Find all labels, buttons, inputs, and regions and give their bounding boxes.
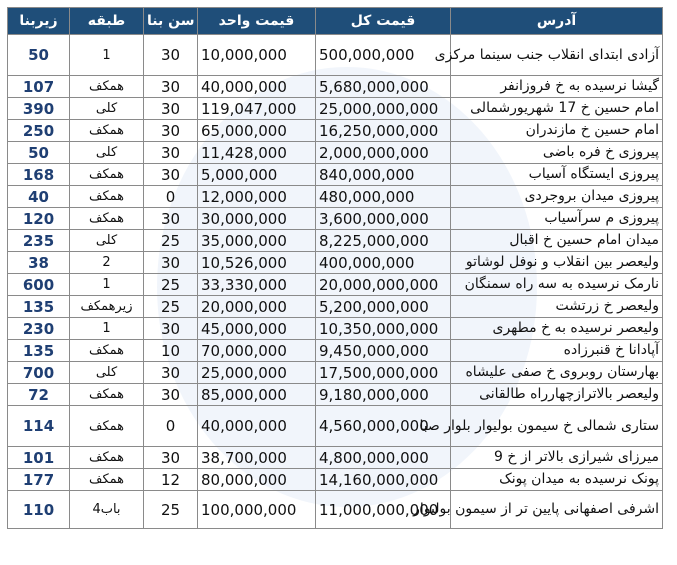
cell-unit-price: 70,000,000 bbox=[198, 340, 316, 362]
table-row bbox=[8, 35, 663, 76]
table-row bbox=[8, 296, 663, 318]
header-area: زیربنا bbox=[8, 8, 70, 35]
table-row bbox=[8, 98, 663, 120]
cell-total-price: 16,250,000,000 bbox=[316, 120, 451, 142]
cell-address: آپادانا خ قنبرزاده bbox=[451, 340, 663, 362]
cell-age: 30 bbox=[144, 142, 198, 164]
cell-area: 120 bbox=[8, 208, 70, 230]
cell-age: 25 bbox=[144, 491, 198, 529]
cell-area: 40 bbox=[8, 186, 70, 208]
cell-area: 235 bbox=[8, 230, 70, 252]
header-unit-price: قیمت واحد bbox=[198, 8, 316, 35]
cell-area: 50 bbox=[8, 35, 70, 76]
cell-area: 101 bbox=[8, 447, 70, 469]
cell-age: 30 bbox=[144, 318, 198, 340]
cell-age: 30 bbox=[144, 208, 198, 230]
table-row bbox=[8, 318, 663, 340]
cell-area: 700 bbox=[8, 362, 70, 384]
cell-floor: زیرهمکف bbox=[70, 296, 144, 318]
cell-floor: کلی bbox=[70, 230, 144, 252]
cell-address: امام حسین خ 17 شهریورشمالی bbox=[451, 98, 663, 120]
cell-age: 30 bbox=[144, 384, 198, 406]
table-row bbox=[8, 142, 663, 164]
cell-age: 30 bbox=[144, 35, 198, 76]
cell-area: 110 bbox=[8, 491, 70, 529]
cell-area: 38 bbox=[8, 252, 70, 274]
header-floor: طبقه bbox=[70, 8, 144, 35]
cell-age: 0 bbox=[144, 406, 198, 447]
cell-floor: 1 bbox=[70, 318, 144, 340]
table-row bbox=[8, 208, 663, 230]
cell-address: ولیعصر بالاترازچهارراه طالقانی bbox=[451, 384, 663, 406]
cell-age: 30 bbox=[144, 76, 198, 98]
cell-age: 12 bbox=[144, 469, 198, 491]
cell-unit-price: 25,000,000 bbox=[198, 362, 316, 384]
cell-total-price: 5,680,000,000 bbox=[316, 76, 451, 98]
cell-floor: همکف bbox=[70, 208, 144, 230]
table-row bbox=[8, 447, 663, 469]
cell-address: گیشا نرسیده به خ فروزانفر bbox=[451, 76, 663, 98]
cell-total-price: 8,225,000,000 bbox=[316, 230, 451, 252]
cell-total-price: 20,000,000,000 bbox=[316, 274, 451, 296]
header-total-price: قیمت کل bbox=[316, 8, 451, 35]
table-row bbox=[8, 384, 663, 406]
table-row bbox=[8, 120, 663, 142]
cell-area: 177 bbox=[8, 469, 70, 491]
cell-floor: همکف bbox=[70, 447, 144, 469]
cell-unit-price: 45,000,000 bbox=[198, 318, 316, 340]
table-row bbox=[8, 340, 663, 362]
cell-address: اشرفی اصفهانی پایین تر از سیمون بولیوار bbox=[451, 491, 663, 529]
cell-floor: همکف bbox=[70, 186, 144, 208]
cell-unit-price: 80,000,000 bbox=[198, 469, 316, 491]
table-row bbox=[8, 274, 663, 296]
cell-total-price: 11,000,000,000 bbox=[316, 491, 451, 529]
cell-address: پیروزی خ فره باضی bbox=[451, 142, 663, 164]
cell-floor: همکف bbox=[70, 164, 144, 186]
table-row bbox=[8, 164, 663, 186]
cell-unit-price: 85,000,000 bbox=[198, 384, 316, 406]
cell-unit-price: 38,700,000 bbox=[198, 447, 316, 469]
cell-total-price: 5,200,000,000 bbox=[316, 296, 451, 318]
cell-floor: همکف bbox=[70, 469, 144, 491]
cell-unit-price: 20,000,000 bbox=[198, 296, 316, 318]
table-row bbox=[8, 252, 663, 274]
cell-total-price: 500,000,000 bbox=[316, 35, 451, 76]
cell-age: 30 bbox=[144, 98, 198, 120]
table-row bbox=[8, 230, 663, 252]
cell-unit-price: 10,000,000 bbox=[198, 35, 316, 76]
cell-age: 25 bbox=[144, 296, 198, 318]
cell-floor: کلی bbox=[70, 362, 144, 384]
cell-unit-price: 33,330,000 bbox=[198, 274, 316, 296]
table-row bbox=[8, 76, 663, 98]
table-header-row bbox=[8, 8, 663, 35]
cell-unit-price: 40,000,000 bbox=[198, 406, 316, 447]
cell-address: امام حسین خ مازندران bbox=[451, 120, 663, 142]
header-age: سن بنا bbox=[144, 8, 198, 35]
cell-floor: همکف bbox=[70, 340, 144, 362]
cell-area: 114 bbox=[8, 406, 70, 447]
cell-floor: 1 bbox=[70, 35, 144, 76]
cell-total-price: 9,450,000,000 bbox=[316, 340, 451, 362]
cell-floor: همکف bbox=[70, 120, 144, 142]
cell-total-price: 14,160,000,000 bbox=[316, 469, 451, 491]
cell-unit-price: 5,000,000 bbox=[198, 164, 316, 186]
cell-address: ولیعصر خ زرتشت bbox=[451, 296, 663, 318]
cell-total-price: 840,000,000 bbox=[316, 164, 451, 186]
cell-total-price: 3,600,000,000 bbox=[316, 208, 451, 230]
cell-age: 25 bbox=[144, 230, 198, 252]
cell-total-price: 480,000,000 bbox=[316, 186, 451, 208]
cell-address: میرزای شیرازی بالاتر از خ 9 bbox=[451, 447, 663, 469]
property-price-table bbox=[7, 7, 663, 529]
cell-unit-price: 10,526,000 bbox=[198, 252, 316, 274]
cell-floor: کلی bbox=[70, 98, 144, 120]
cell-unit-price: 100,000,000 bbox=[198, 491, 316, 529]
cell-address: ستاری شمالی خ سیمون بولیوار بلوار صبا bbox=[451, 406, 663, 447]
cell-area: 135 bbox=[8, 296, 70, 318]
cell-floor: همکف bbox=[70, 76, 144, 98]
header-address: آدرس bbox=[451, 8, 663, 35]
table-row bbox=[8, 406, 663, 447]
cell-address: ولیعصر نرسیده به خ مطهری bbox=[451, 318, 663, 340]
cell-age: 30 bbox=[144, 447, 198, 469]
cell-area: 50 bbox=[8, 142, 70, 164]
cell-floor: 1 bbox=[70, 274, 144, 296]
cell-floor: همکف bbox=[70, 406, 144, 447]
cell-address: ولیعصر بین انقلاب و نوفل لوشاتو bbox=[451, 252, 663, 274]
table-row bbox=[8, 491, 663, 529]
table-row bbox=[8, 469, 663, 491]
cell-age: 30 bbox=[144, 362, 198, 384]
cell-unit-price: 35,000,000 bbox=[198, 230, 316, 252]
cell-total-price: 4,800,000,000 bbox=[316, 447, 451, 469]
cell-address: پیروزی م سرآسیاب bbox=[451, 208, 663, 230]
cell-total-price: 400,000,000 bbox=[316, 252, 451, 274]
cell-total-price: 2,000,000,000 bbox=[316, 142, 451, 164]
cell-unit-price: 65,000,000 bbox=[198, 120, 316, 142]
cell-address: پونک نرسیده به میدان پونک bbox=[451, 469, 663, 491]
cell-area: 250 bbox=[8, 120, 70, 142]
table-row bbox=[8, 362, 663, 384]
cell-total-price: 25,000,000,000 bbox=[316, 98, 451, 120]
cell-area: 72 bbox=[8, 384, 70, 406]
cell-area: 168 bbox=[8, 164, 70, 186]
cell-area: 390 bbox=[8, 98, 70, 120]
cell-floor: کلی bbox=[70, 142, 144, 164]
cell-address: بهارستان روبروی خ صفی علیشاه bbox=[451, 362, 663, 384]
cell-floor: 2 bbox=[70, 252, 144, 274]
cell-area: 107 bbox=[8, 76, 70, 98]
cell-age: 30 bbox=[144, 252, 198, 274]
cell-address: نارمک نرسیده به سه راه سمنگان bbox=[451, 274, 663, 296]
cell-age: 10 bbox=[144, 340, 198, 362]
cell-address: آزادی ابتدای انقلاب جنب سینما مرکزی bbox=[451, 35, 663, 76]
cell-total-price: 4,560,000,000 bbox=[316, 406, 451, 447]
cell-area: 135 bbox=[8, 340, 70, 362]
cell-age: 25 bbox=[144, 274, 198, 296]
cell-unit-price: 30,000,000 bbox=[198, 208, 316, 230]
cell-address: پیروزی میدان بروجردی bbox=[451, 186, 663, 208]
cell-address: پیروزی ایستگاه آسیاب bbox=[451, 164, 663, 186]
table-row bbox=[8, 186, 663, 208]
cell-unit-price: 119,047,000 bbox=[198, 98, 316, 120]
cell-unit-price: 12,000,000 bbox=[198, 186, 316, 208]
cell-total-price: 17,500,000,000 bbox=[316, 362, 451, 384]
cell-floor: 4باب bbox=[70, 491, 144, 529]
cell-total-price: 9,180,000,000 bbox=[316, 384, 451, 406]
cell-unit-price: 40,000,000 bbox=[198, 76, 316, 98]
cell-age: 30 bbox=[144, 164, 198, 186]
cell-address: میدان امام حسین خ اقبال bbox=[451, 230, 663, 252]
cell-age: 0 bbox=[144, 186, 198, 208]
cell-total-price: 10,350,000,000 bbox=[316, 318, 451, 340]
cell-floor: همکف bbox=[70, 384, 144, 406]
listing-table-container bbox=[7, 7, 662, 529]
cell-area: 230 bbox=[8, 318, 70, 340]
cell-unit-price: 11,428,000 bbox=[198, 142, 316, 164]
cell-area: 600 bbox=[8, 274, 70, 296]
cell-age: 30 bbox=[144, 120, 198, 142]
